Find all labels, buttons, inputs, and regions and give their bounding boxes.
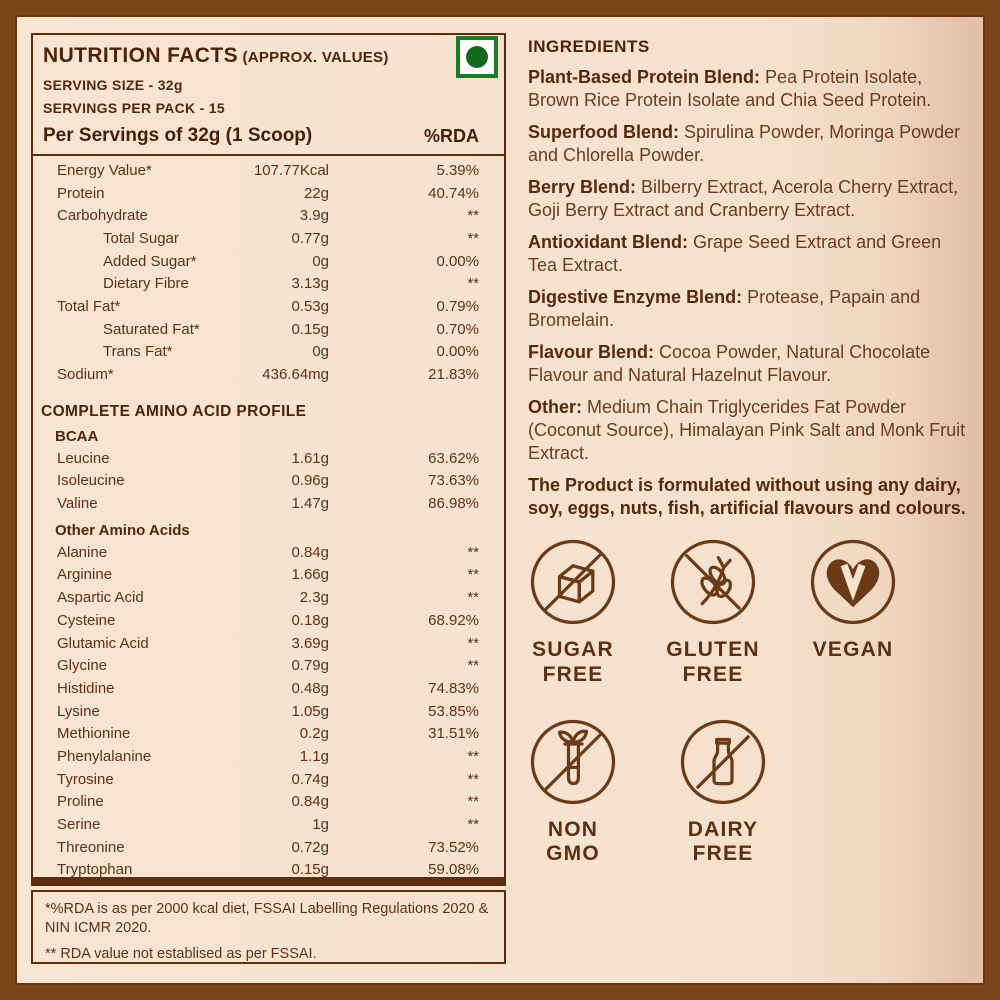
milk-bottle-crossed-badge bbox=[678, 717, 768, 868]
nutrient-row bbox=[33, 492, 504, 515]
nutrient-row bbox=[33, 836, 504, 859]
nutrient-label: Added Sugar* bbox=[103, 252, 197, 270]
nutrient-label: Valine bbox=[57, 495, 98, 513]
nutrient-rda: 40.74% bbox=[428, 184, 479, 202]
nutrient-row bbox=[33, 586, 504, 609]
nutrient-amount: 1.05g bbox=[291, 702, 329, 720]
ingredient-blend-lead: Superfood Blend: bbox=[528, 122, 684, 142]
nutrient-label: Total Sugar bbox=[103, 229, 179, 247]
nutrient-rda: 59.08% bbox=[428, 861, 479, 879]
nutrient-rda: ** bbox=[467, 566, 479, 584]
sugar-cube-crossed-icon bbox=[528, 537, 618, 627]
nutrient-label: Serine bbox=[57, 816, 101, 834]
nutrient-row bbox=[33, 341, 504, 364]
nutrient-label: Trans Fat* bbox=[103, 343, 173, 361]
nutrient-row bbox=[33, 295, 504, 318]
ingredient-blend-lead: Berry Blend: bbox=[528, 177, 642, 197]
nutrient-row bbox=[33, 204, 504, 227]
nutrient-amount: 0.96g bbox=[291, 472, 329, 490]
nutrient-amount: 107.77Kcal bbox=[253, 161, 329, 179]
nutrient-amount: 3.69g bbox=[291, 634, 329, 652]
nutrient-rows bbox=[33, 156, 504, 386]
nutrient-label: Alanine bbox=[57, 543, 108, 561]
nutrient-label: Tyrosine bbox=[57, 770, 114, 788]
nutrient-row bbox=[33, 447, 504, 470]
nutrient-row bbox=[33, 722, 504, 745]
nutrient-rda: 0.70% bbox=[436, 320, 479, 338]
nutrient-amount: 0.18g bbox=[291, 611, 329, 629]
nutrient-amount: 3.9g bbox=[299, 207, 329, 225]
badge-label-line: SUGAR bbox=[532, 638, 614, 661]
nutrient-label: Arginine bbox=[57, 566, 113, 584]
nutrient-rda: 5.39% bbox=[436, 161, 479, 179]
badge-label bbox=[623, 818, 823, 868]
nutrition-facts-title-row bbox=[43, 44, 479, 70]
nutrient-rda: ** bbox=[467, 275, 479, 293]
nutrition-facts-panel bbox=[31, 33, 506, 886]
nutrient-rda: 21.83% bbox=[428, 366, 479, 384]
nutrient-label: Dietary Fibre bbox=[103, 275, 189, 293]
amino-group-name: Other Amino Acids bbox=[55, 521, 190, 539]
nutrient-label: Lysine bbox=[57, 702, 100, 720]
nutrient-amount: 0.53g bbox=[291, 297, 329, 315]
nutrient-label: Total Fat* bbox=[57, 297, 121, 315]
ingredient-paragraph: Other: Medium Chain Triglycerides Fat Powder (Coconut Source), Himalayan Pink Salt and Monk Fruit Extract. bbox=[528, 397, 966, 463]
nutrient-label: Cysteine bbox=[57, 611, 116, 629]
nutrient-row bbox=[33, 227, 504, 250]
nutrition-facts-header bbox=[33, 35, 504, 147]
nutrient-amount: 3.13g bbox=[291, 275, 329, 293]
badge-label-line: GLUTEN bbox=[666, 638, 760, 661]
nutrient-label: Isoleucine bbox=[57, 472, 125, 490]
badge-label-line: FREE bbox=[692, 842, 754, 866]
nutrient-row bbox=[33, 859, 504, 882]
vegan-heart-icon bbox=[808, 537, 898, 627]
nutrient-row bbox=[33, 363, 504, 386]
nutrient-amount: 0.2g bbox=[299, 725, 329, 743]
nutrient-rda: ** bbox=[467, 207, 479, 225]
nutrient-row bbox=[33, 677, 504, 700]
nutrient-rda: 86.98% bbox=[428, 495, 479, 513]
nutrient-amount: 0.48g bbox=[291, 679, 329, 697]
nutrient-label: Tryptophan bbox=[57, 861, 133, 879]
badge-label-line: FREE bbox=[682, 662, 744, 686]
nutrient-rda: 63.62% bbox=[428, 449, 479, 467]
nutrient-rda: ** bbox=[467, 229, 479, 247]
nutrient-label: Phenylalanine bbox=[57, 747, 152, 765]
nutrient-row bbox=[33, 318, 504, 341]
nutrient-rda: 0.79% bbox=[436, 297, 479, 315]
ingredient-blend-lead: Antioxidant Blend: bbox=[528, 232, 693, 252]
nutrient-row bbox=[33, 159, 504, 182]
nutrient-rda: ** bbox=[467, 634, 479, 652]
nutrient-rda: ** bbox=[467, 793, 479, 811]
servings-per-pack-text: SERVINGS PER PACK - 15 bbox=[43, 100, 225, 116]
footnote-rda: *%RDA is as per 2000 kcal diet, FSSAI Labelling Regulations 2020 & NIN ICMR 2020. bbox=[45, 901, 489, 936]
vegetarian-dot bbox=[466, 46, 488, 68]
badge-label-line: GMO bbox=[546, 842, 600, 866]
nutrient-row bbox=[33, 700, 504, 723]
footnote-box bbox=[31, 890, 506, 964]
nutrient-row bbox=[33, 609, 504, 632]
nutrient-rda: 74.83% bbox=[428, 679, 479, 697]
nutrient-label: Glutamic Acid bbox=[57, 634, 149, 652]
nutrient-row bbox=[33, 791, 504, 814]
nutrient-amount: 2.3g bbox=[299, 589, 329, 607]
nutrient-amount: 0.79g bbox=[291, 657, 329, 675]
nutrient-label: Carbohydrate bbox=[57, 207, 148, 225]
test-tube-sprout-crossed-badge bbox=[528, 717, 618, 868]
nutrient-label: Energy Value* bbox=[57, 161, 152, 179]
nutrition-facts-title-suffix: (APPROX. VALUES) bbox=[242, 49, 389, 66]
nutrient-rda: 53.85% bbox=[428, 702, 479, 720]
badges-row-1 bbox=[528, 537, 966, 688]
nutrient-rda: ** bbox=[467, 543, 479, 561]
ingredient-paragraph: Digestive Enzyme Blend: Protease, Papain and Bromelain. bbox=[528, 287, 921, 330]
badges-row-2 bbox=[528, 717, 966, 868]
ingredient-blend-lead: Plant-Based Protein Blend: bbox=[528, 67, 766, 87]
nutrient-row bbox=[33, 654, 504, 677]
nutrient-row bbox=[33, 745, 504, 768]
badge-label-line: DAIRY bbox=[687, 817, 759, 841]
ingredient-paragraph: Antioxidant Blend: Grape Seed Extract and Green Tea Extract. bbox=[528, 232, 942, 275]
nutrient-row bbox=[33, 768, 504, 791]
ingredient-blend-lead: Digestive Enzyme Blend: bbox=[528, 287, 748, 307]
nutrient-amount: 0.84g bbox=[291, 543, 329, 561]
badge-label bbox=[753, 638, 953, 663]
nutrient-amount: 1.1g bbox=[299, 747, 329, 765]
test-tube-sprout-crossed-icon bbox=[528, 717, 618, 807]
nutrient-row bbox=[33, 182, 504, 205]
nutrient-amount: 0g bbox=[312, 252, 329, 270]
nutrient-amount: 1g bbox=[312, 816, 329, 834]
nutrient-rda: 0.00% bbox=[436, 343, 479, 361]
nutrient-amount: 1.47g bbox=[291, 495, 329, 513]
nutrient-label: Protein bbox=[57, 184, 105, 202]
badge-label-line: NON bbox=[547, 817, 599, 841]
nutrition-facts-title: NUTRITION FACTS bbox=[43, 44, 238, 67]
ingredient-paragraph: Superfood Blend: Spirulina Powder, Moringa Powder and Chlorella Powder. bbox=[528, 122, 961, 165]
ingredients-column bbox=[528, 37, 966, 867]
nutrient-amount: 0.77g bbox=[291, 229, 329, 247]
ingredient-paragraph: The Product is formulated without using any dairy, soy, eggs, nuts, fish, artificial flavours and colours. bbox=[528, 475, 966, 518]
amino-acid-groups bbox=[33, 427, 504, 881]
nutrient-row bbox=[33, 541, 504, 564]
nutrient-label: Saturated Fat* bbox=[103, 320, 200, 338]
nutrient-amount: 1.66g bbox=[291, 566, 329, 584]
per-serving-row bbox=[43, 125, 479, 147]
milk-bottle-crossed-icon bbox=[678, 717, 768, 807]
nutrient-label: Threonine bbox=[57, 838, 125, 856]
vegetarian-mark-icon bbox=[456, 36, 498, 78]
ingredient-paragraph: Flavour Blend: Cocoa Powder, Natural Chocolate Flavour and Natural Hazelnut Flavour. bbox=[528, 342, 931, 385]
ingredients-title: INGREDIENTS bbox=[528, 37, 650, 56]
nutrient-row bbox=[33, 250, 504, 273]
wheat-crossed-badge bbox=[668, 537, 758, 688]
nutrient-rda: 68.92% bbox=[428, 611, 479, 629]
ingredient-paragraph: Plant-Based Protein Blend: Pea Protein Isolate, Brown Rice Protein Isolate and Chia Seed Protein. bbox=[528, 67, 932, 110]
nutrient-rda: 73.52% bbox=[428, 838, 479, 856]
nutrient-amount: 1.61g bbox=[291, 449, 329, 467]
nutrient-rda: ** bbox=[467, 589, 479, 607]
footnote-rda-not-established: ** RDA value not establised as per FSSAI. bbox=[45, 945, 317, 962]
ingredient-blend-lead: Flavour Blend: bbox=[528, 342, 660, 362]
nutrient-rda: 31.51% bbox=[428, 725, 479, 743]
nutrient-rda: ** bbox=[467, 657, 479, 675]
nutrient-amount: 22g bbox=[303, 184, 329, 202]
nutrient-label: Aspartic Acid bbox=[57, 589, 144, 607]
nutrient-label: Proline bbox=[57, 793, 104, 811]
nutrient-rda: 0.00% bbox=[436, 252, 479, 270]
ingredient-blend-lead: Other: bbox=[528, 397, 588, 417]
nutrient-amount: 0.15g bbox=[291, 320, 329, 338]
nutrient-rda: ** bbox=[467, 747, 479, 765]
rda-column-header: %RDA bbox=[423, 126, 479, 146]
nutrient-amount: 0.74g bbox=[291, 770, 329, 788]
amino-group-name: BCAA bbox=[55, 427, 99, 445]
sugar-cube-crossed-badge bbox=[528, 537, 618, 688]
badge-label-line: FREE bbox=[542, 662, 604, 686]
ingredients-paragraphs bbox=[528, 66, 966, 520]
nutrient-amount: 0.15g bbox=[291, 861, 329, 879]
amino-acid-profile-title: COMPLETE AMINO ACID PROFILE bbox=[41, 402, 307, 420]
nutrient-amount: 0g bbox=[312, 343, 329, 361]
wheat-crossed-icon bbox=[668, 537, 758, 627]
per-serving-text: Per Servings of 32g (1 Scoop) bbox=[43, 125, 313, 146]
nutrient-row bbox=[33, 564, 504, 587]
nutrient-amount: 0.72g bbox=[291, 838, 329, 856]
label-background bbox=[15, 15, 985, 985]
vegan-heart-badge bbox=[808, 537, 898, 688]
nutrient-rda: ** bbox=[467, 770, 479, 788]
nutrient-rda: 73.63% bbox=[428, 472, 479, 490]
nutrient-row bbox=[33, 632, 504, 655]
nutrient-label: Glycine bbox=[57, 657, 108, 675]
serving-size-text: SERVING SIZE - 32g bbox=[43, 77, 183, 93]
nutrient-rda: ** bbox=[467, 816, 479, 834]
nutrient-label: Sodium* bbox=[57, 366, 114, 384]
badge-label-line: VEGAN bbox=[812, 638, 894, 661]
ingredient-paragraph: Berry Blend: Bilberry Extract, Acerola Cherry Extract, Goji Berry Extract and Cranberry Extract. bbox=[528, 177, 959, 220]
nutrient-row bbox=[33, 272, 504, 295]
nutrient-label: Leucine bbox=[57, 449, 110, 467]
nutrient-label: Methionine bbox=[57, 725, 131, 743]
nutrient-amount: 0.84g bbox=[291, 793, 329, 811]
nutrient-row bbox=[33, 813, 504, 836]
nutrient-row bbox=[33, 470, 504, 493]
nutrient-label: Histidine bbox=[57, 679, 115, 697]
nutrient-amount: 436.64mg bbox=[262, 366, 329, 384]
